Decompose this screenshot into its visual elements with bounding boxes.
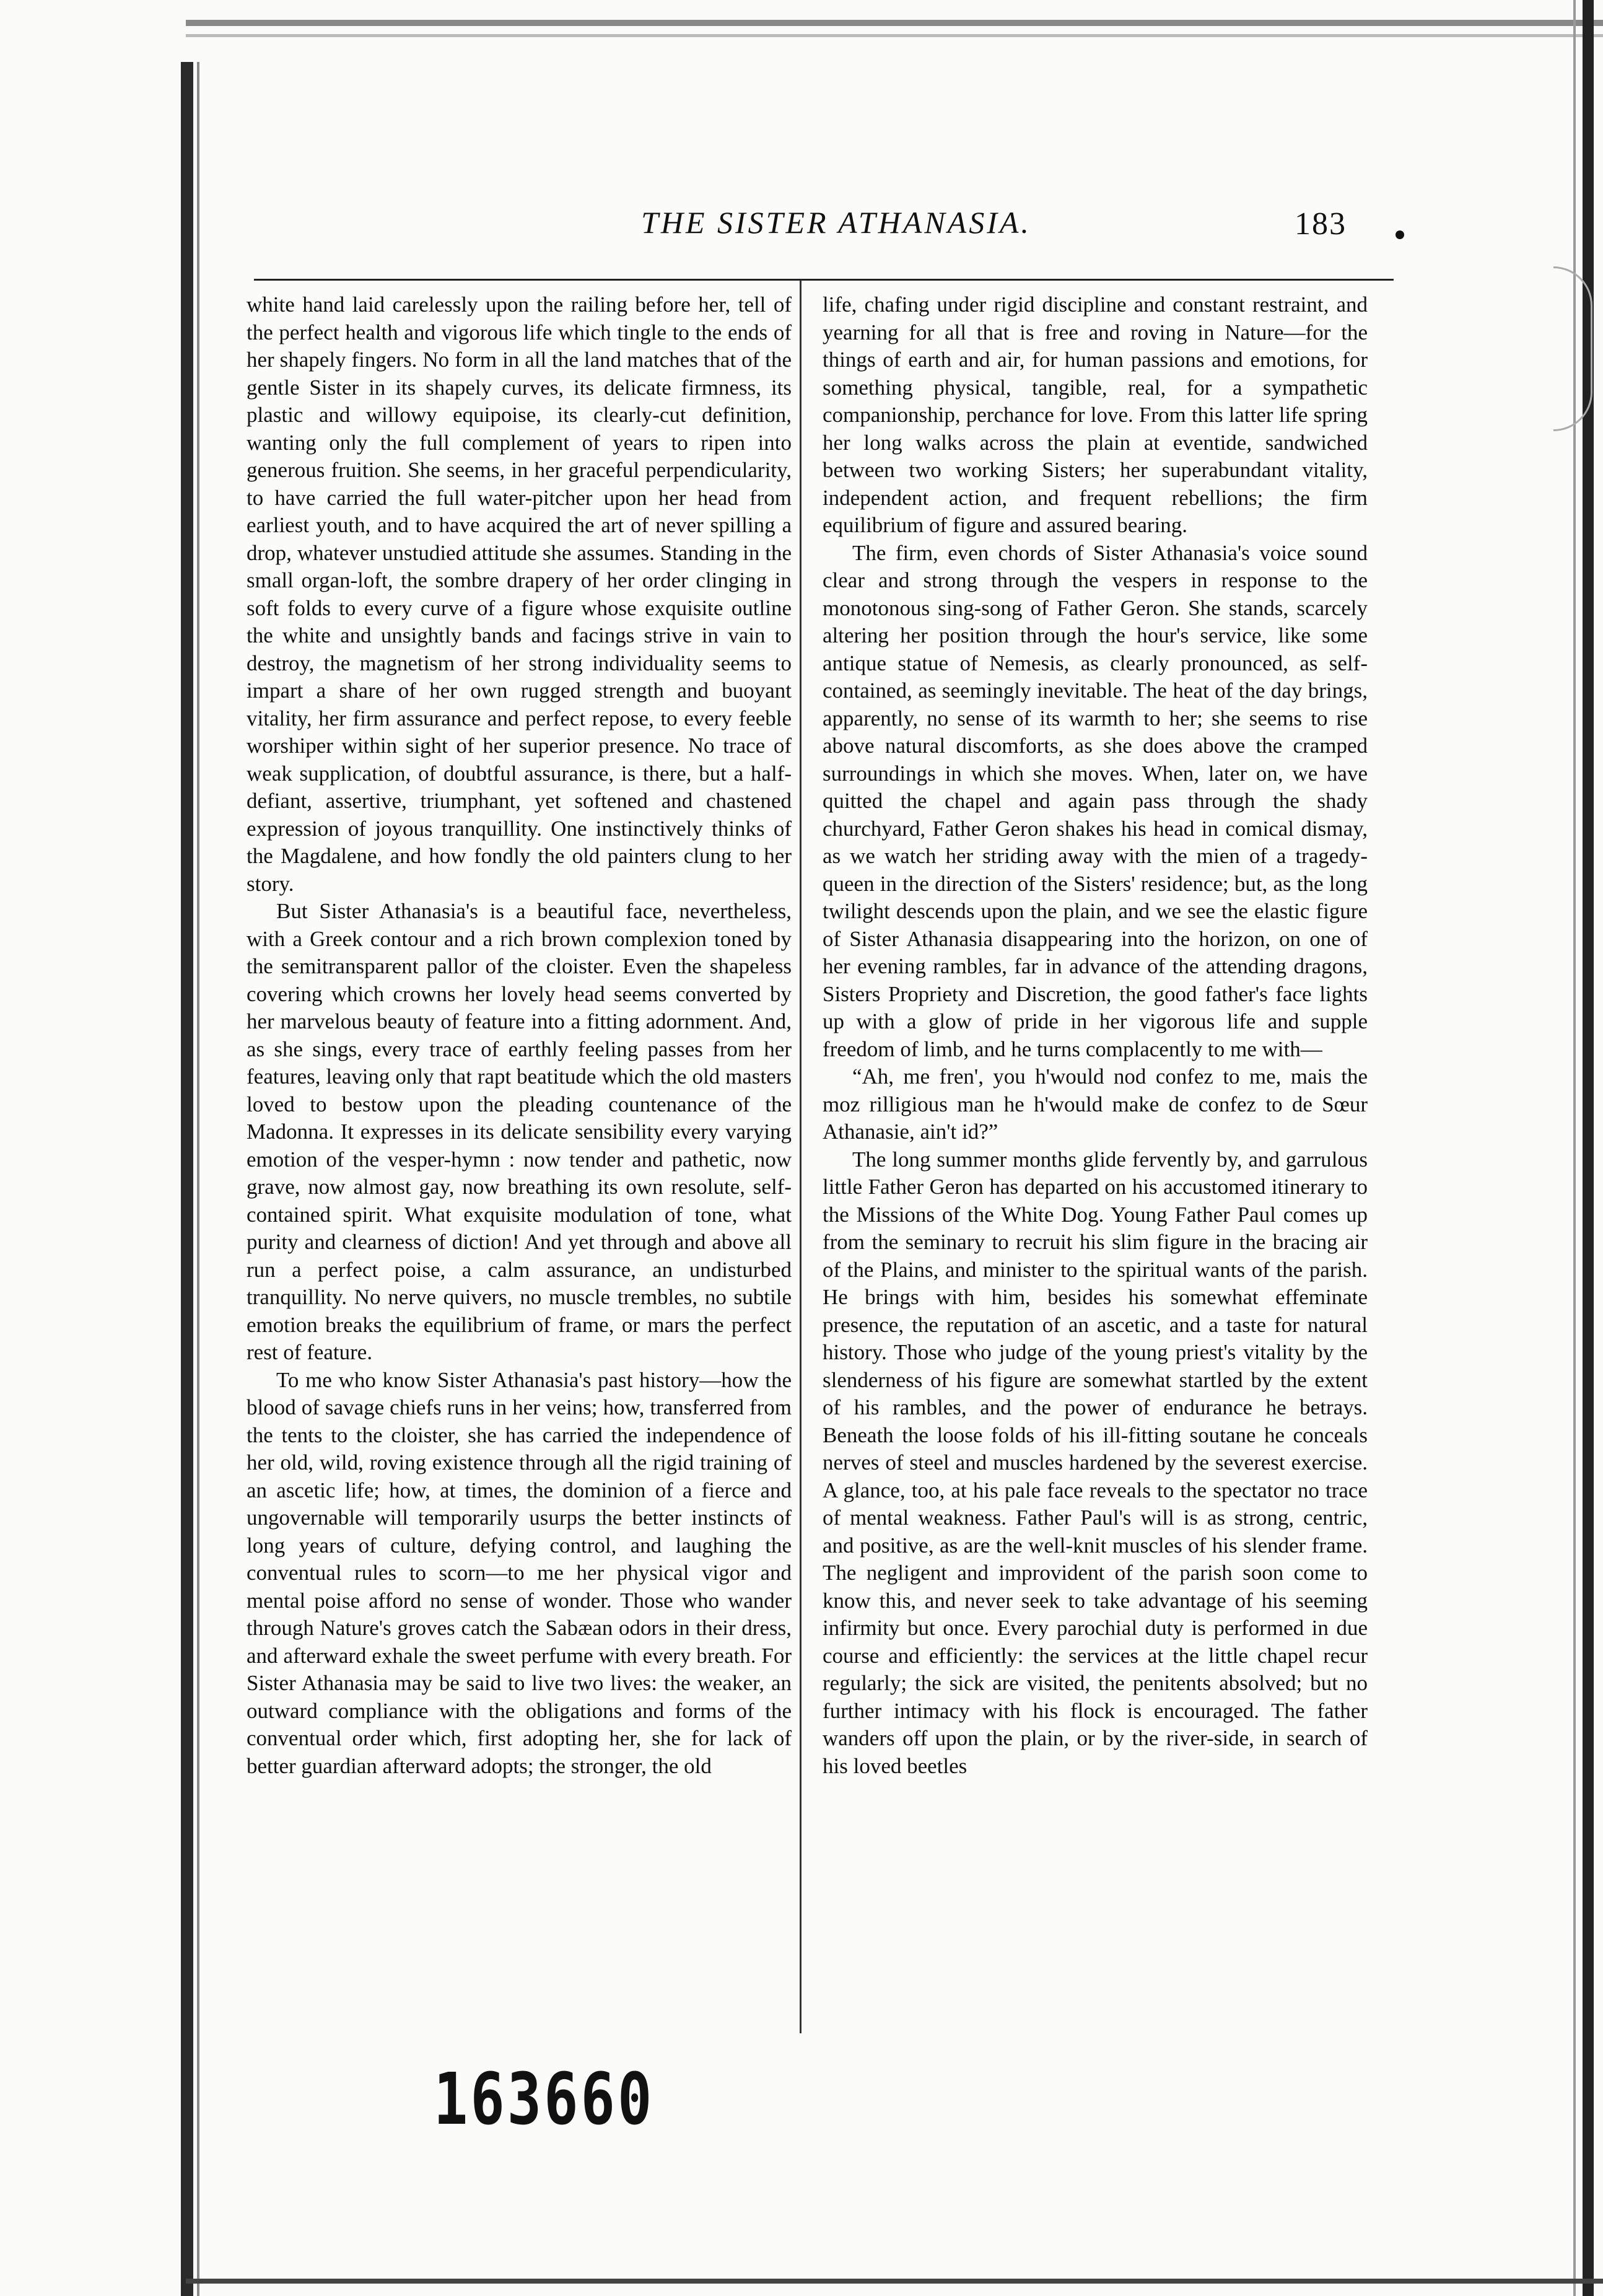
paragraph: white hand laid carelessly upon the railing before her, tell of the perfect health and vigorous life which tingle to the ends of her shapely fingers. No form in all the land matches that of the gentle Sister in its shapely curves, its delicate firmness, its plastic and willowy equipoise, its clearly-cut definition, wanting only the full complement of years to ripen into generous fruition. She seems, in her graceful perpendicularity, to have carried the full water-pitcher upon her head from earliest youth, and to have acquired the art of never spilling a drop, whatever unstudied attitude she assumes. Standing in the small organ-loft, the sombre drapery of her order clinging in soft folds to every curve of a figure whose exquisite outline the white and unsightly bands and facings strive in vain to destroy, the magnetism of her strong individuality seems to impart a share of her own rugged strength and buoyant vitality, her firm assurance and perfect repose, to every feeble worshiper within sight of her superior presence. No trace of weak supplication, of doubtful assurance, is there, but a half-defiant, assertive, triumphant, yet softened and chastened expression of joyous tranquillity. One instinctively thinks of the Magdalene, and how fondly the old painters clung to her story.: [247, 292, 792, 896]
paragraph: But Sister Athanasia's is a beautiful face, nevertheless, with a Greek contour and a rich brown complexion toned by the semitransparent pallor of the cloister. Even the shapeless covering which crowns her lovely head seems converted by her marvelous beauty of feature into a fitting adornment. And, as she sings, every trace of earthly feeling passes from her features, leaving only that rapt beatitude which the old masters loved to bestow upon the pleading countenance of the Madonna. It expresses in its delicate sensibility every varying emotion of the vesper-hymn : now tender and pathetic, now grave, now almost gay, now breathing its own resolute, self-contained spirit. What exquisite modulation of tone, what purity and clearness of diction! And yet through and above all run a perfect poise, a calm assurance, an undisturbed tranquillity. No nerve quivers, no muscle trembles, no subtile emotion breaks the equilibrium of frame, or mars the perfect rest of feature.: [247, 899, 792, 1364]
paragraph: The firm, even chords of Sister Athanasia's voice sound clear and strong through the vespers in response to the monotonous sing-song of Father Geron. She stands, scarcely altering her position through the hour's service, like some antique statue of Nemesis, as clearly pronounced, as self-contained, as seemingly inevitable. The heat of the day brings, apparently, no sense of its warmth to her; she seems to rise above natural discomforts, as she does above the cramped surroundings in which she moves. When, later on, we have quitted the chapel and again pass through the shady churchyard, Father Geron shakes his head in comical dismay, as we watch her striding away with the mien of a tragedy-queen in the direction of the Sisters' residence; but, as the long twilight descends upon the plain, and we see the elastic figure of Sister Athanasia disappearing into the horizon, on one of her evening rambles, far in advance of the attending dragons, Sisters Propriety and Discretion, the good father's face lights up with a glow of pride in her vigorous life and supple freedom of limb, and he turns complacently to me with—: [823, 540, 1368, 1061]
right-column: [823, 291, 1368, 1780]
quoted-speech: “Ah, me fren', you h'would nod confez to me, mais the moz rilligious man he h'would make de confez to de Sœur Athanasie, ain't id?”: [823, 1064, 1368, 1144]
paragraph: To me who know Sister Athanasia's past history—how the blood of savage chiefs runs in her veins; how, transferred from the tents to the cloister, she has carried the independence of her old, wild, roving existence through all the rigid training of an ascetic life; how, at times, the dominion of a fierce and ungovernable will temporarily usurps the better instincts of long years of culture, defying control, and laughing the conventual rules to scorn—to me her physical vigor and mental poise afford no sense of wonder. Those who wander through Nature's groves catch the Sabæan odors in their dress, and afterward exhale the sweet perfume with every breath. For Sister Athanasia may be said to live two lives: the weaker, an outward compliance with the obligations and forms of the conventual order which, first adopting her, she for lack of better guardian afterward adopts; the stronger, the old: [247, 1367, 792, 1778]
left-column: [247, 291, 792, 1780]
column-divider: [800, 280, 802, 2033]
top-edge-rule: [186, 20, 1603, 26]
page-dot: [1396, 230, 1404, 239]
running-title: THE SISTER ATHANASIA.: [641, 205, 1031, 240]
page-number: 183: [1295, 206, 1347, 242]
accession-number-stamp: 163660: [434, 2057, 655, 2141]
margin-mark: [1553, 266, 1592, 431]
paragraph: life, chafing under rigid discipline and constant restraint, and yearning for all that is free and roving in Nature—for the things of earth and air, for human passions and emotions, for something physical, tangible, real, for a sympathetic companionship, perchance for love. From this latter life spring her long walks across the plain at eventide, sandwiched between two working Sisters; her superabundant vitality, independent action, and frequent rebellions; the firm equilibrium of figure and assured bearing.: [823, 292, 1368, 537]
binding-edge-thin: [197, 62, 199, 2296]
header-rule: [254, 279, 1394, 281]
paragraph: The long summer months glide fervently by, and garrulous little Father Geron has departed on his accustomed itinerary to the Missions of the White Dog. Young Father Paul comes up from the seminary to recruit his slim figure in the bracing air of the Plains, and minister to the spiritual wants of the parish. He brings with him, besides his somewhat effeminate presence, the reputation of an ascetic, and a taste for natural history. Those who judge of the young priest's vitality by the slenderness of his figure are somewhat startled by the extent of his rambles, and the power of endurance he betrays. Beneath the loose folds of his ill-fitting soutane he conceals nerves of steel and muscles hardened by the severest exercise. A glance, too, at his pale face reveals to the spectator no trace of mental weakness. Father Paul's will is as strong, centric, and positive, as are the well-knit muscles of his slender frame. The negligent and improvident of the parish soon come to know this, and never seek to take advantage of his seeming infirmity but once. Every parochial duty is performed in due course and efficiently: the services at the little chapel recur regularly; the sick are visited, the penitents absolved; but no further intimacy with his flock is encouraged. The father wanders off upon the plain, or by the river-side, in search of his loved beetles: [823, 1147, 1368, 1778]
bottom-edge: [186, 2279, 1603, 2284]
binding-edge: [181, 62, 193, 2296]
top-edge-rule-thin: [186, 34, 1603, 37]
